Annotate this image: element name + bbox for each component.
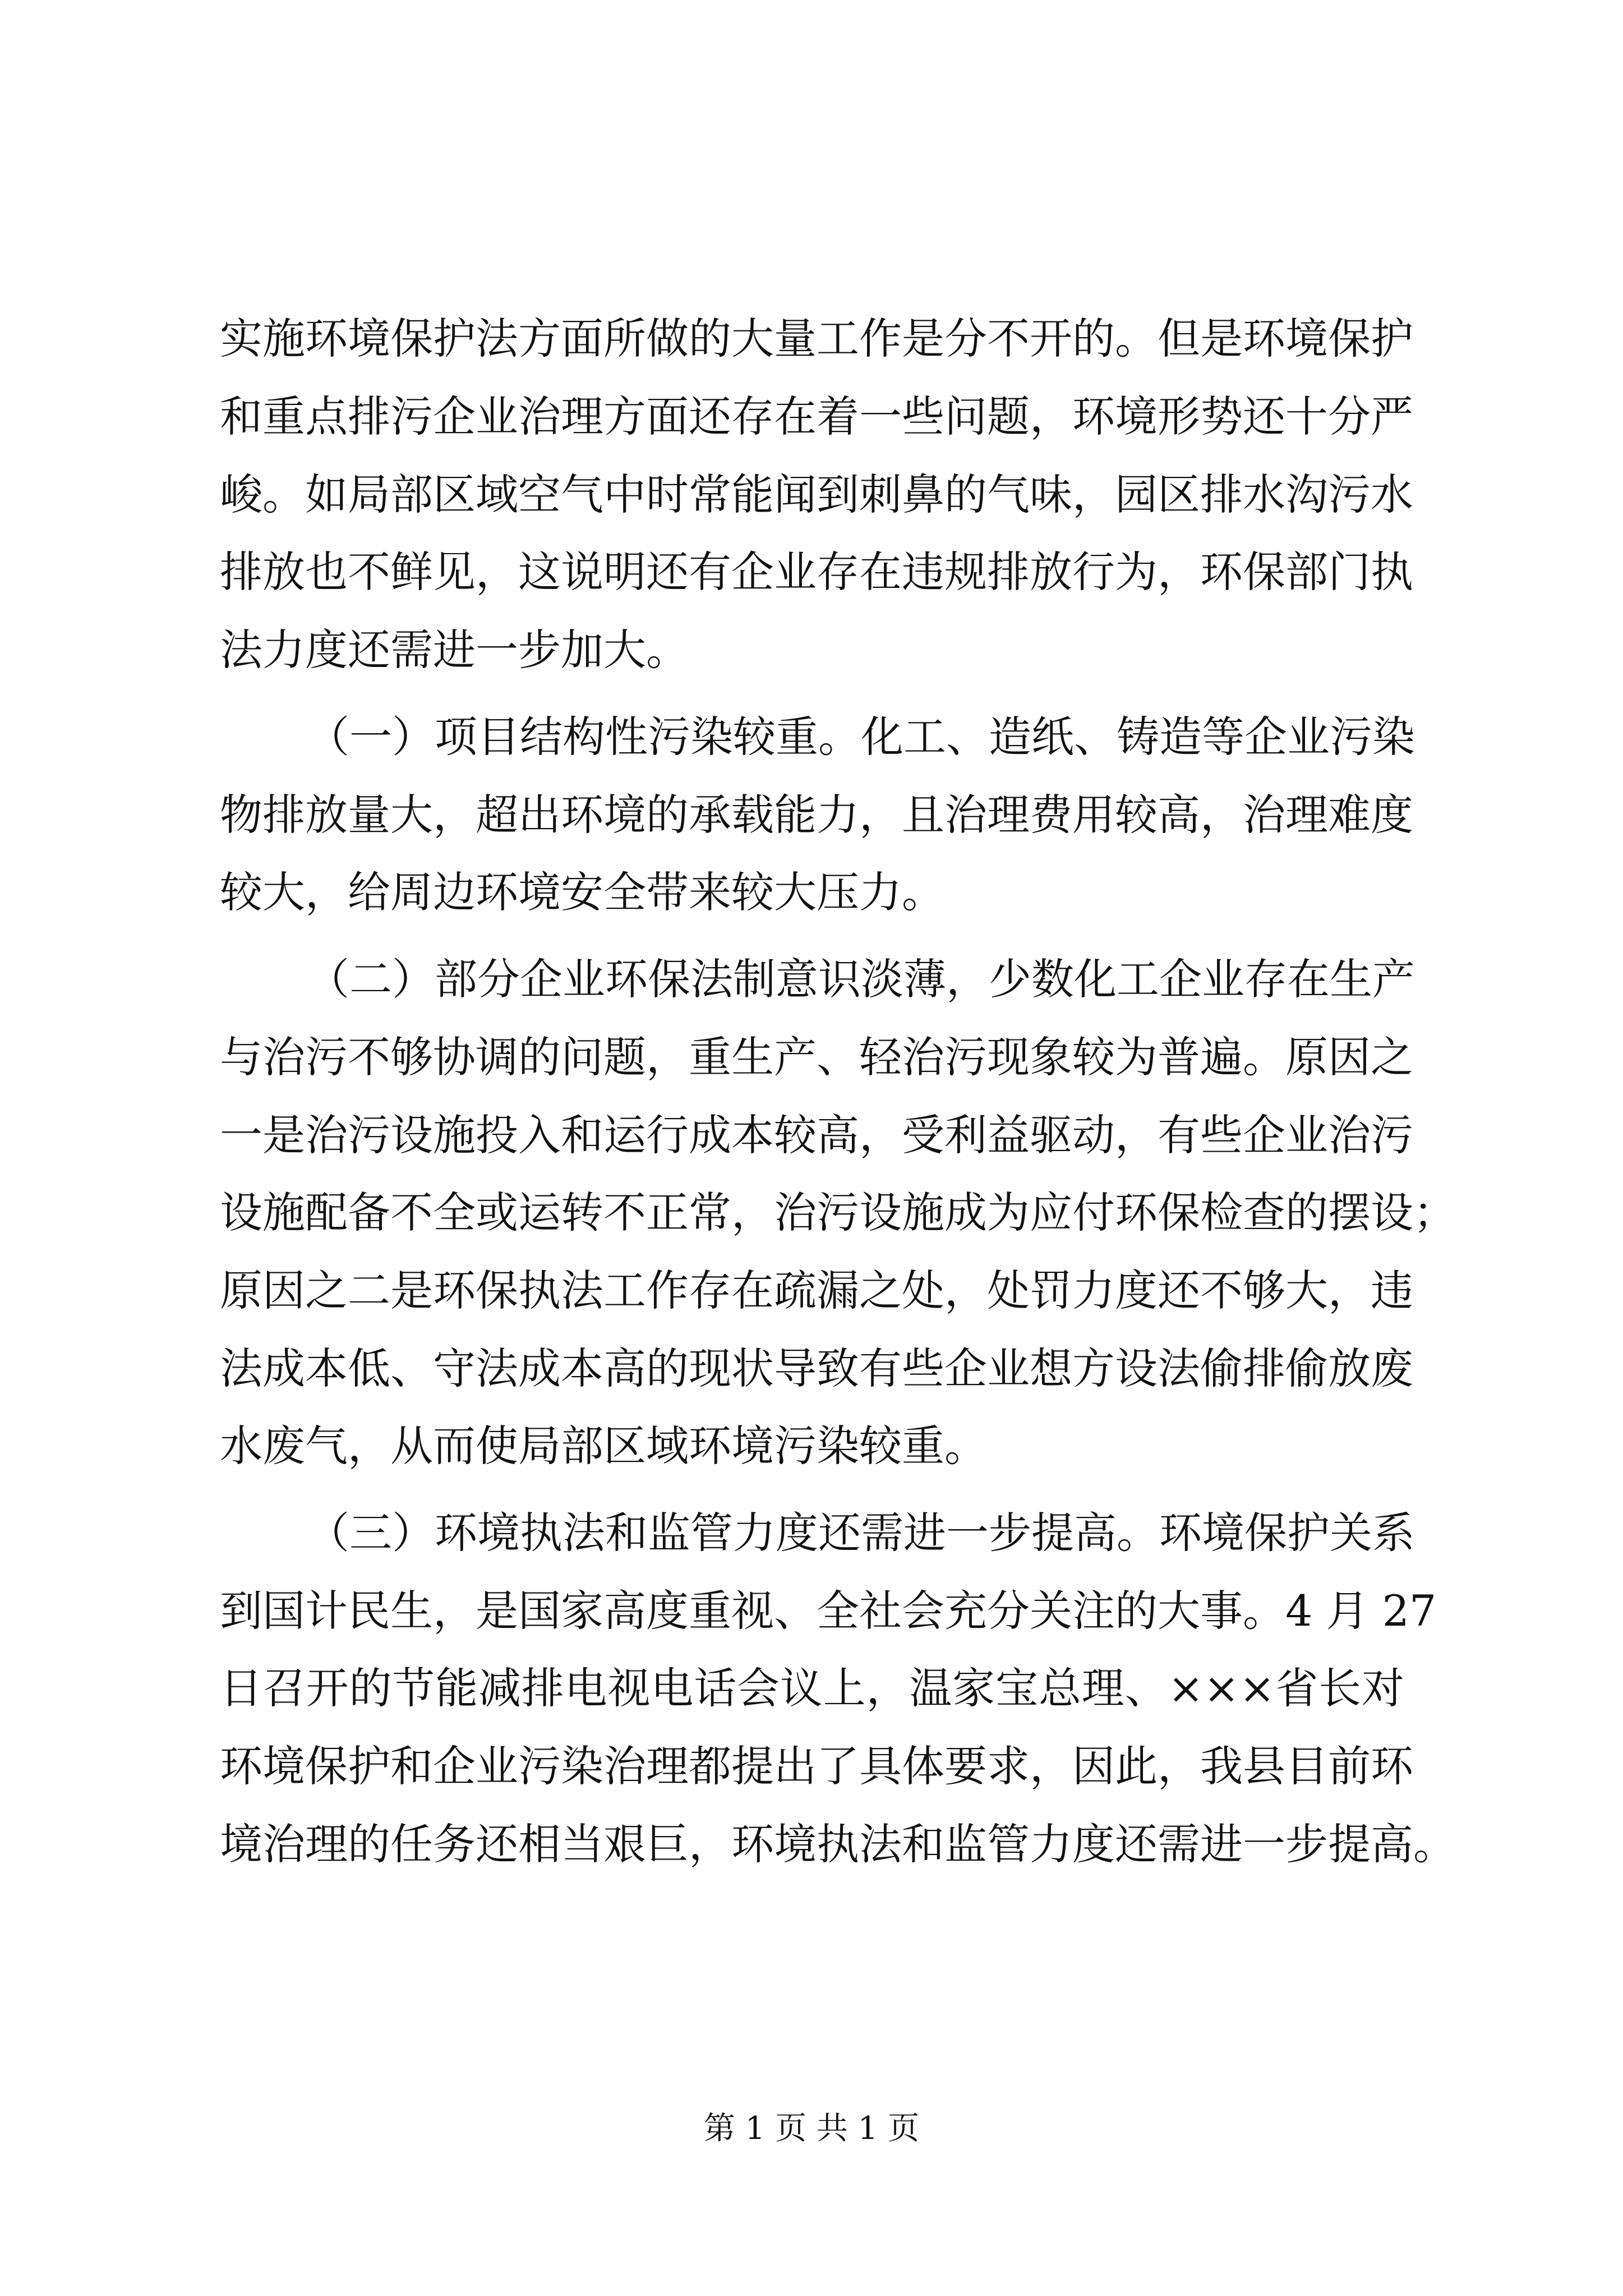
body-text-line: 法成本低、守法成本高的现状导致有些企业想方设法偷排偷放废 (220, 1343, 1413, 1393)
body-text-line: 到国计民生，是国家高度重视、全社会充分关注的大事。4 月 27 (220, 1586, 1437, 1636)
body-text-line: 实施环境保护法方面所做的大量工作是分不开的。但是环境保护 (220, 314, 1413, 364)
body-text-line: 峻。如局部区域空气中时常能闻到刺鼻的气味，园区排水沟污水 (220, 470, 1413, 519)
body-text-line: 环境保护和企业污染治理都提出了具体要求，因此，我县目前环 (220, 1741, 1413, 1791)
page-number-footer: 第 1 页 共 1 页 (703, 2110, 920, 2147)
body-text-line: 境治理的任务还相当艰巨，环境执法和监管力度还需进一步提高。 (220, 1819, 1456, 1869)
body-text-line: 和重点排污企业治理方面还存在着一些问题，环境形势还十分严 (220, 392, 1413, 441)
paragraph-one-heading-line: （一）项目结构性污染较重。化工、造纸、铸造等企业污染 (307, 712, 1415, 762)
body-text-line: 较大，给周边环境安全带来较大压力。 (220, 867, 944, 917)
body-text-line: 排放也不鲜见，这说明还有企业存在违规排放行为，环保部门执 (220, 547, 1413, 597)
body-text-line: 法力度还需进一步加大。 (220, 625, 689, 675)
body-text-line: 一是治污设施投入和运行成本较高，受利益驱动，有些企业治污 (220, 1110, 1413, 1160)
paragraph-three-heading-line: （三）环境执法和监管力度还需进一步提高。环境保护关系 (307, 1508, 1415, 1558)
body-text-line: 与治污不够协调的问题，重生产、轻治污现象较为普遍。原因之 (220, 1032, 1413, 1082)
body-text-line: 日召开的节能减排电视电话会议上，温家宝总理、×××省长对 (220, 1663, 1404, 1713)
body-text-line: 水废气，从而使局部区域环境污染较重。 (220, 1421, 987, 1471)
body-text-line: 原因之二是环保执法工作存在疏漏之处，处罚力度还不够大，违 (220, 1266, 1413, 1315)
paragraph-two-heading-line: （二）部分企业环保法制意识淡薄，少数化工企业存在生产 (307, 954, 1415, 1004)
body-text-line: 设施配备不全或运转不正常，治污设施成为应付环保检查的摆设； (220, 1188, 1456, 1237)
body-text-line: 物排放量大，超出环境的承载能力，且治理费用较高，治理难度 (220, 790, 1413, 840)
